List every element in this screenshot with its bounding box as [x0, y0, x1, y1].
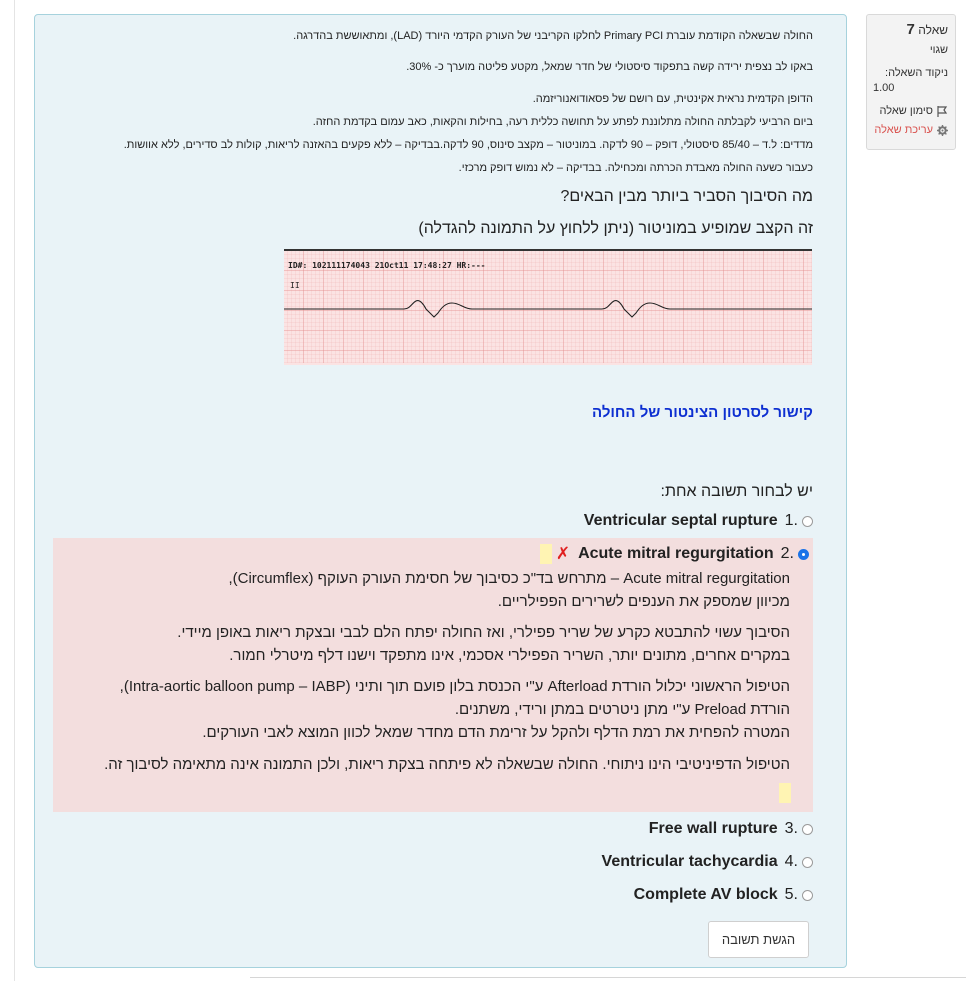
option-5-text: Complete AV block — [633, 886, 778, 903]
feedback-line-1: Acute mitral regurgitation – מתרחש בד"כ כסיבוך של חסימת העורק העוקף (Circumflex), — [228, 570, 790, 587]
question-number-value: 7 — [906, 21, 915, 38]
answer-option-2[interactable] — [540, 544, 809, 564]
option-3-radio[interactable] — [802, 824, 813, 835]
question-info-panel — [866, 14, 956, 150]
flag-question-link[interactable] — [873, 105, 948, 117]
highlight-marker — [540, 544, 552, 564]
option-2-text: Acute mitral regurgitation — [578, 545, 774, 562]
feedback-line-8: הטיפול הדפיניטיבי הינו ניתוחי. החולה שבשאלה לא פיתחה בצקת ריאות, ולכן התמונה אינה מתאימה לסיבוך זה. — [104, 756, 790, 773]
rhythm-caption: זה הקצב שמופיע במוניטור (ניתן ללחוץ על התמונה להגדלה) — [418, 220, 813, 237]
grade-label: ניקוד השאלה: — [885, 67, 948, 79]
option-1-text: Ventricular septal rupture — [583, 512, 778, 529]
submit-answer-button[interactable]: הגשת תשובה — [708, 921, 809, 958]
option-2-number: .2 — [780, 545, 794, 562]
answer-option-4[interactable] — [602, 853, 813, 871]
feedback-line-7: המטרה להפחית את רמת הדלף ולהקל על זרימת הדם מחדר שמאל לכוון המוצא לאבי העורקים. — [202, 724, 790, 741]
ecg-lead-label: II — [290, 281, 300, 290]
ecg-header-text: ID#: 102111174043 21Oct11 17:48:27 HR:--- — [288, 261, 486, 270]
feedback-line-3: הסיבוך עשוי להתבטא כקרע של שריר פפילרי, ואז החולה יפתח הלם לבבי ובצקת ריאות באופן מיידי. — [177, 624, 790, 641]
option-5-number: .5 — [784, 886, 798, 903]
page-edge-line — [14, 0, 15, 981]
answer-option-1[interactable] — [584, 512, 813, 530]
highlight-marker-end — [779, 783, 791, 803]
feedback-line-2: מכיוון שמספק את הענפים לשרירים הפפילריים. — [497, 593, 790, 610]
question-number — [873, 21, 948, 38]
flag-icon — [937, 106, 948, 117]
stem-line-1: החולה שבשאלה הקודמת עוברת Primary PCI לחלקו הקריבני של העורק הקדמי היורד (LAD), ומתאוששת בהדרגה. — [293, 30, 813, 42]
option-2-radio-selected[interactable] — [798, 549, 809, 560]
incorrect-cross-icon: ✗ — [555, 544, 571, 563]
bottom-divider — [250, 977, 966, 978]
option-4-number: .4 — [784, 853, 798, 870]
stem-line-6: כעבור כשעה החולה מאבדת הכרתה ומכחילה. בבדיקה – לא נמוש דופק מרכזי. — [458, 162, 813, 174]
answer-option-3[interactable] — [649, 820, 813, 838]
question-text: מה הסיבוך הסביר ביותר מבין הבאים? — [560, 188, 813, 205]
option-3-text: Free wall rupture — [648, 820, 778, 837]
option-1-number: .1 — [784, 512, 798, 529]
catheterization-video-link[interactable]: קישור לסרטון הצינטור של החולה — [591, 404, 813, 421]
option-5-radio[interactable] — [802, 890, 813, 901]
answer-option-5[interactable] — [634, 886, 813, 904]
ecg-rhythm-strip[interactable] — [284, 249, 812, 365]
gear-icon — [937, 125, 948, 136]
feedback-line-5: הטיפול הראשוני יכלול הורדת Afterload ע"י הכנסת בלון פועם תוך ותיני (Intra-aortic balloon pump – IABP), — [119, 678, 790, 695]
option-3-number: .3 — [784, 820, 798, 837]
option-1-radio[interactable] — [802, 516, 813, 527]
stem-line-2: באקו לב נצפית ירידה קשה בתפקוד סיסטולי של חדר שמאל, מקטע פליטה מוערך כ- 30%. — [406, 61, 813, 73]
answer-prompt: יש לבחור תשובה אחת: — [660, 483, 813, 500]
stem-line-5: מדדים: ל.ד – 85/40 סיסטולי, דופק – 90 לדקה. במוניטור – מקצב סינוס, 90 לדקה.בבדיקה – ללא פקעים בהאזנה לריאות, קולות לב סדירים, ללא אוושות. — [123, 139, 813, 151]
edit-question-label: עריכת שאלה — [874, 124, 933, 136]
question-content-panel — [34, 14, 847, 968]
stem-line-3: הדופן הקדמית נראית אקינטית, עם רושם של פסאודואנוריזמה. — [532, 93, 813, 105]
question-state: שגוי — [929, 44, 948, 56]
question-number-label: שאלה — [918, 23, 948, 37]
grade-value: 1.00 — [873, 82, 895, 94]
flag-question-label: סימון שאלה — [879, 105, 933, 117]
feedback-line-6: הורדת Preload ע"י מתן ניטרטים במתן ורידי, משתנים. — [454, 701, 790, 718]
feedback-line-4: במקרים אחרים, מתונים יותר, השריר הפפילרי אסכמי, אינו מתפקד וישנו דלף מיטרלי חמור. — [229, 647, 790, 664]
answer-feedback-box — [53, 538, 813, 812]
stem-line-4: ביום הרביעי לקבלתה החולה מתלוננת לפתע על תחושה כללית רעה, בחילות והקאות, כאב עמום בקדמת החזה. — [312, 116, 813, 128]
question-grade — [873, 66, 948, 96]
option-4-radio[interactable] — [802, 857, 813, 868]
edit-question-link[interactable] — [873, 124, 948, 136]
option-4-text: Ventricular tachycardia — [601, 853, 778, 870]
